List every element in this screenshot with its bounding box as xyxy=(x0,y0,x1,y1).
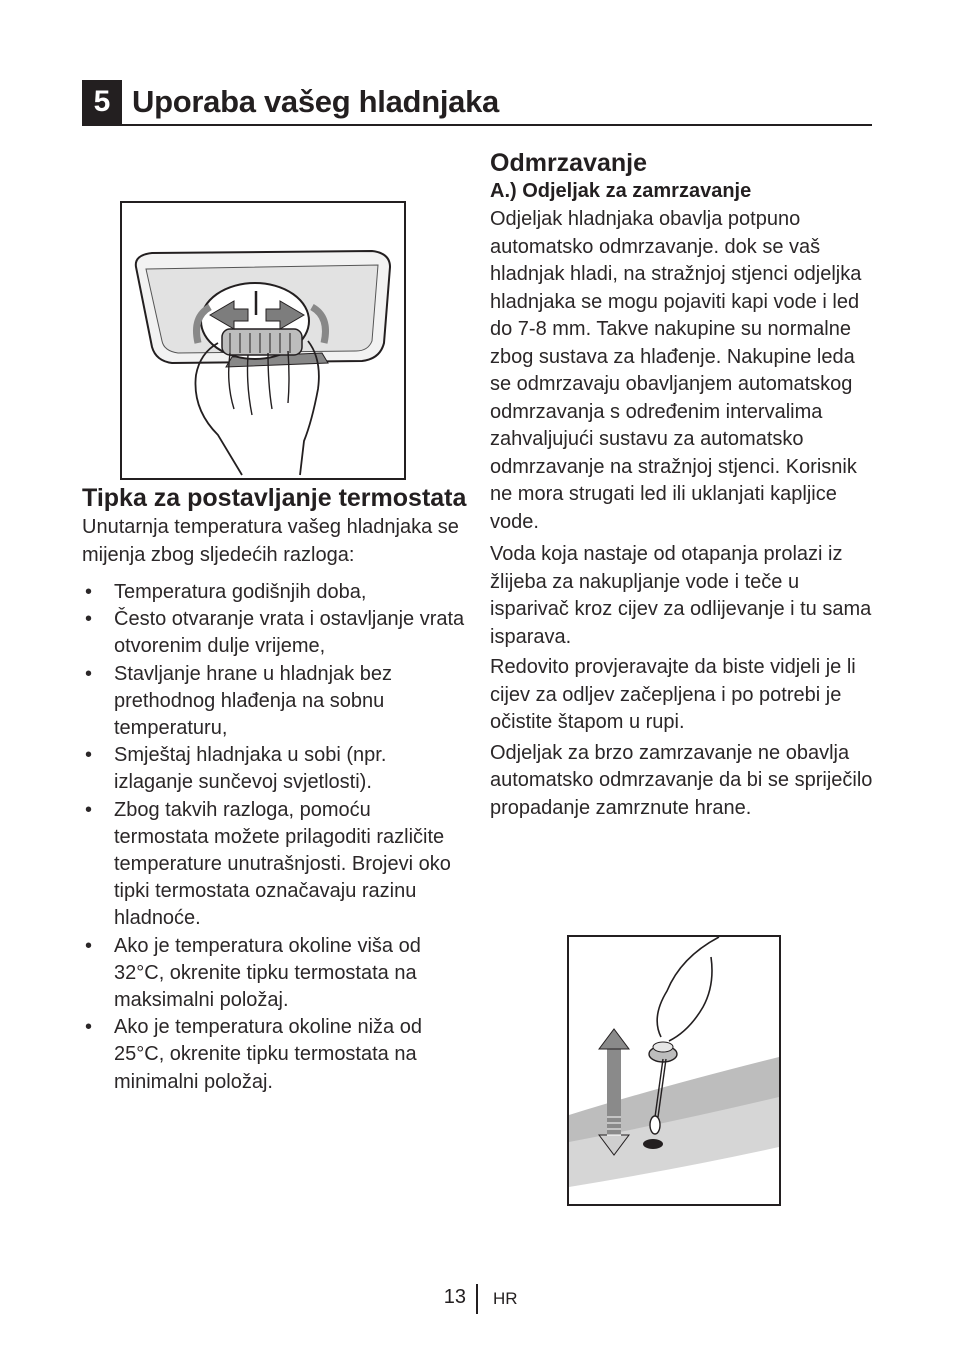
chapter-title: Uporaba vašeg hladnjaka xyxy=(132,84,499,119)
drain-hole-drawing xyxy=(569,937,779,1204)
list-item: • Temperatura godišnjih doba, xyxy=(82,579,467,606)
defrost-subheading: A.) Odjeljak za zamrzavanje xyxy=(490,180,752,202)
list-item: • Ako je temperatura okoline viša od 32°C, okrenite tipku termostata na maksimalni položaj. xyxy=(82,933,467,1015)
list-item: • Zbog takvih razloga, pomoću termostata možete prilagoditi različite temperature unutrašnjosti. Brojevi oko tipki termostata označavaju razinu hladnoće. xyxy=(82,797,467,933)
list-item: • Smještaj hladnjaka u sobi (npr. izlaganje sunčevoj svjetlosti). xyxy=(82,742,467,796)
defrost-section xyxy=(490,148,880,825)
defrost-paragraph: Voda koja nastaje od otapanja prolazi iz žlijeba za nakupljanje vode i teče u isparivač kroz cijev za odlijevanje i tu sama isparava. xyxy=(490,543,872,648)
drain-hole xyxy=(643,1139,663,1149)
list-item: • Ako je temperatura okoline niža od 25°C, okrenite tipku termostata na minimalni položaj. xyxy=(82,1014,467,1096)
thermostat-bullet-list xyxy=(82,579,467,1096)
chapter-header xyxy=(82,80,872,126)
defrost-heading: Odmrzavanje xyxy=(490,149,648,177)
thermostat-knob-drawing xyxy=(122,203,404,478)
list-item: • Često otvaranje vrata i ostavljanje vrata otvorenim dulje vrijeme, xyxy=(82,606,467,660)
page-number: 13 xyxy=(443,1286,466,1308)
list-item: • Stavljanje hrane u hladnjak bez prethodnog hlađenja na sobnu temperaturu, xyxy=(82,661,467,743)
thermostat-heading: Tipka za postavljanje termostata xyxy=(82,484,467,512)
footer-divider xyxy=(476,1284,478,1314)
drain-hole-cleaning-illustration xyxy=(567,935,781,1206)
language-code: HR xyxy=(493,1289,518,1308)
defrost-paragraph: Redovito provjeravajte da biste vidjeli je li cijev za odljev začepljena i po potrebi je očistite štapom u rupi. xyxy=(490,656,856,733)
chapter-number: 5 xyxy=(82,80,122,124)
thermostat-intro: Unutarnja temperatura vašeg hladnjaka se mijenja zbog sljedećih razloga: xyxy=(82,516,459,566)
thermostat-section xyxy=(82,484,467,1096)
thermostat-knob-illustration xyxy=(120,201,406,480)
page-footer xyxy=(0,1284,954,1314)
defrost-paragraph: Odjeljak za brzo zamrzavanje ne obavlja automatsko odmrzavanje da bi se spriječilo propadanje zamrznute hrane. xyxy=(490,741,873,819)
defrost-paragraph: Odjeljak hladnjaka obavlja potpuno automatsko odmrzavanje. dok se vaš hladnjak hladi, na stražnjoj stjenci odjeljka hladnjaka se mogu pojaviti kapi vode i led do 7-8 mm. Takve nakupine su normalne zbog sustava za hlađenje. Nakupine leda se odmrzavaju obavljanjem automatskog odmrzavanja s određenim intervalima zahvaljujući sustavu za automatsko odmrzavanje na stražnjoj stjenci. Korisnik ne mora strugati led ili uklanjati kapljice vode. xyxy=(490,208,862,533)
